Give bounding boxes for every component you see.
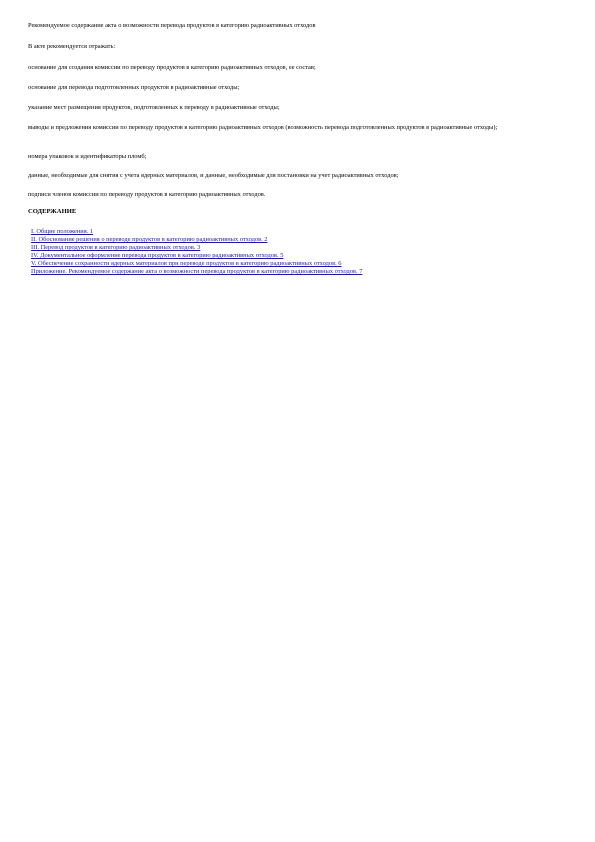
toc-heading: СОДЕРЖАНИЕ xyxy=(28,208,77,215)
toc-link-section-4[interactable]: IV. Документальное оформление перевода продуктов в категорию радиоактивных отходов. 5 xyxy=(31,252,284,259)
paragraph-intro: В акте рекомендуется отражать: xyxy=(28,43,116,50)
document-title: Рекомендуемое содержание акта о возможности перевода продуктов в категорию радиоактивных отходов xyxy=(28,22,316,29)
toc-link-section-1[interactable]: I. Общие положения. 1 xyxy=(31,228,94,235)
paragraph-locations: указание мест размещения продуктов, подготовленных к переводу в радиоактивные отходы; xyxy=(28,104,280,111)
paragraph-accounting-data: данные, необходимые для снятия с учета ядерных материалов, и данные, необходимые для постановки на учет радиоактивных отходов; xyxy=(28,172,399,179)
toc-link-appendix[interactable]: Приложение. Рекомендуемое содержание акта о возможности перевода продуктов в категорию радиоактивных отходов. 7 xyxy=(31,268,363,275)
paragraph-transfer-basis: основание для перевода подготовленных продуктов в радиоактивные отходы; xyxy=(28,84,240,91)
paragraph-signatures: подписи членов комиссии по переводу продуктов в категорию радиоактивных отходов. xyxy=(28,191,266,198)
toc-item xyxy=(31,252,471,260)
toc-link-section-3[interactable]: III. Перевод продуктов в категорию радиоактивных отходов. 3 xyxy=(31,244,201,251)
toc-item xyxy=(31,244,471,252)
table-of-contents xyxy=(31,228,471,276)
toc-link-section-2[interactable]: II. Обоснование решения о переводе продуктов в категорию радиоактивных отходов. 2 xyxy=(31,236,268,243)
paragraph-package-numbers: номера упаковок и идентификаторы пломб; xyxy=(28,153,147,160)
paragraph-conclusions: выводы и предложения комиссии по переводу продуктов в категорию радиоактивных отходов (возможность перевода подготовленных продуктов в радиоактивные отходы); xyxy=(28,124,498,131)
toc-item xyxy=(31,260,471,268)
paragraph-commission-basis: основание для создания комиссии по переводу продуктов в категорию радиоактивных отходов, ее состав; xyxy=(28,64,316,71)
toc-item xyxy=(31,268,471,276)
toc-item xyxy=(31,236,471,244)
toc-item xyxy=(31,228,471,236)
toc-link-section-5[interactable]: V. Обеспечение сохранности ядерных материалов при переводе продуктов в категорию радиоактивных отходов. 6 xyxy=(31,260,342,267)
